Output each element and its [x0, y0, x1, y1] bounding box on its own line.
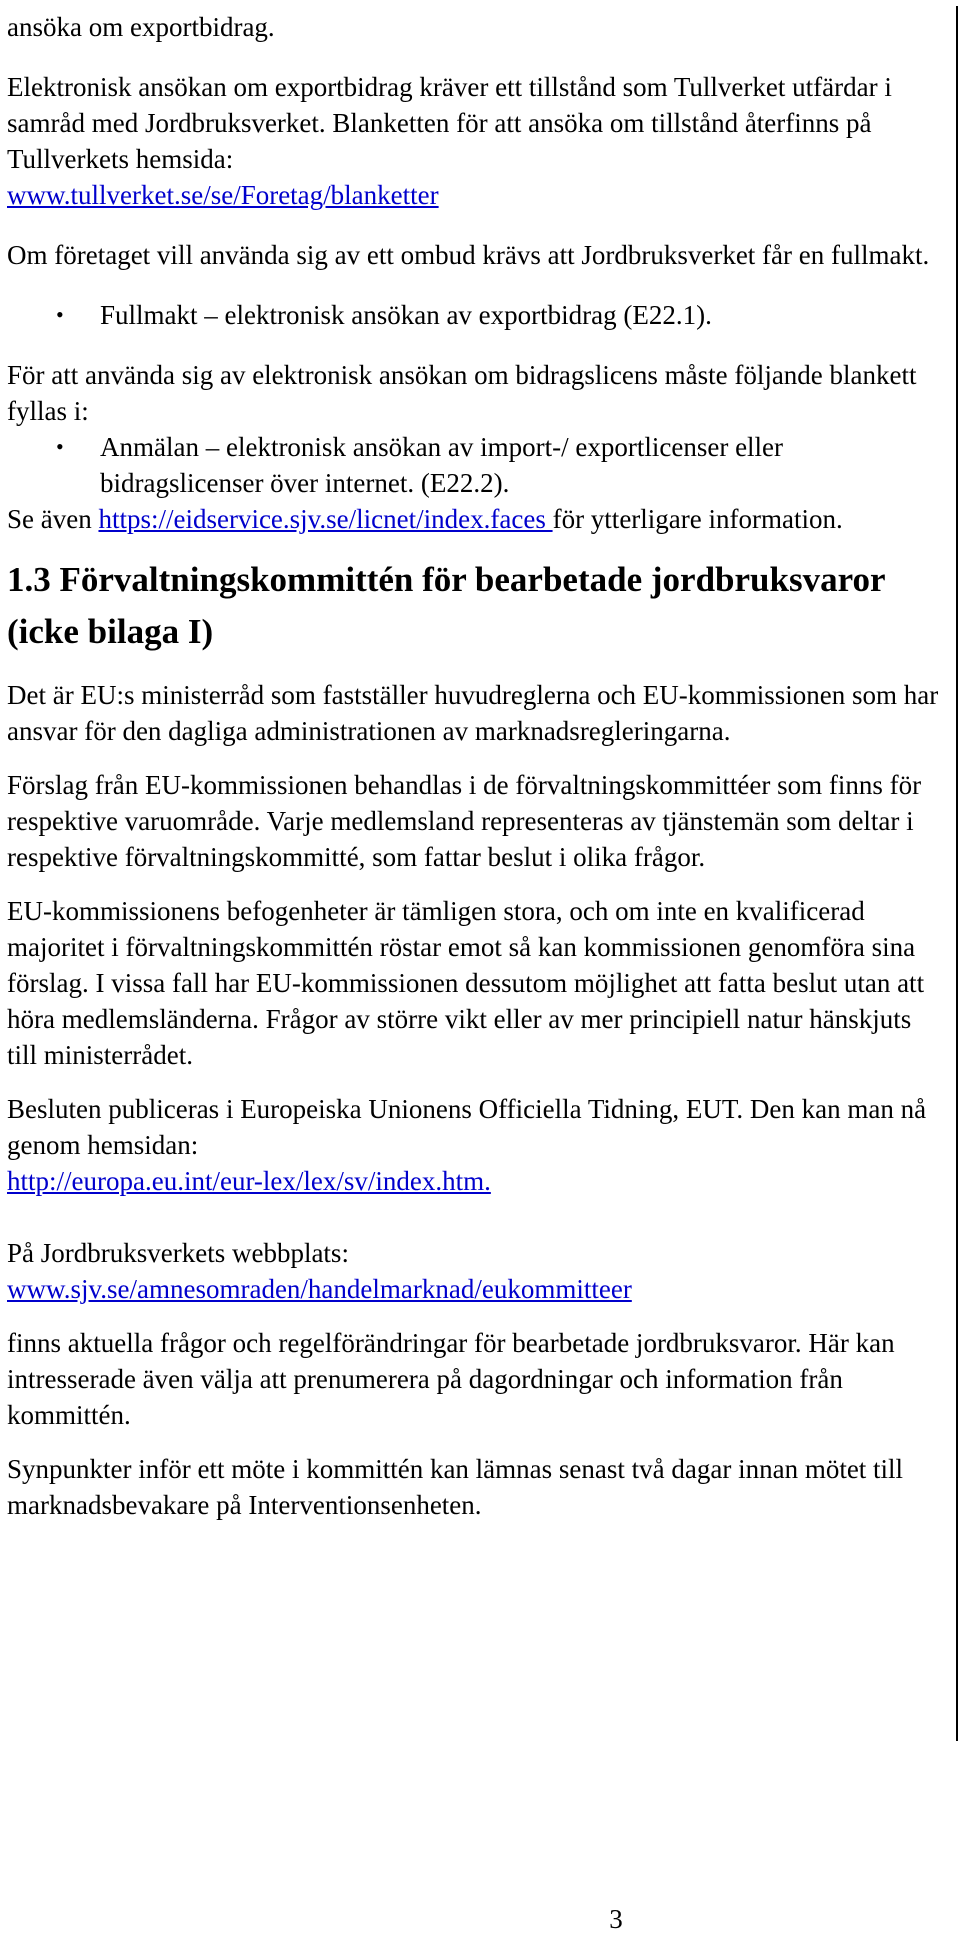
paragraph-commission-powers: EU-kommissionens befogenheter är tämligen stora, och om inte en kvalificerad majoritet i förvaltningskommittén röstar emot så kan kommissionen genomföra sina förslag. I vissa fall har EU-kommissionen dessutom möjlighet att fatta beslut utan att höra medlemsländerna. Frågor av större vikt eller av mer principiell natur hänskjuts till ministerrådet.: [7, 896, 925, 1070]
bullet-list-proxy: [7, 297, 947, 333]
sjv-committees-link[interactable]: www.sjv.se/amnesomraden/handelmarknad/eukommitteer: [7, 1274, 632, 1304]
margin-rule: [956, 6, 958, 1741]
list-item: [7, 429, 947, 501]
paragraph-committees: Förslag från EU-kommissionen behandlas i de förvaltningskommittéer som finns för respektive varuområde. Varje medlemsland representeras av tjänstemän som deltar i respektive förvaltningskommitté, som fattar beslut i olika frågor.: [7, 770, 922, 872]
see-also-prefix: Se även: [7, 504, 99, 534]
list-item-text: Fullmakt – elektronisk ansökan av exportbidrag (E22.1).: [100, 300, 712, 330]
top-line: ansöka om exportbidrag.: [7, 12, 275, 42]
bullet-list-license: [7, 429, 947, 501]
tullverket-link[interactable]: www.tullverket.se/se/Foretag/blanketter: [7, 180, 439, 210]
paragraph-text: Elektronisk ansökan om exportbidrag kräver ett tillstånd som Tullverket utfärdar i samråd med Jordbruksverket. Blanketten för att ansöka om tillstånd återfinns på Tullverkets hemsida:: [7, 72, 892, 174]
bullet-icon: •: [56, 434, 64, 459]
paragraph-text: Besluten publiceras i Europeiska Unionens Officiella Tidning, EUT. Den kan man nå genom hemsidan:: [7, 1094, 927, 1160]
see-also-suffix: för ytterligare information.: [552, 504, 843, 534]
paragraph-export-permit: [7, 69, 947, 213]
paragraph-comments: Synpunkter inför ett möte i kommittén kan lämnas senast två dagar innan mötet till marknadsbevakare på Interventionsenheten.: [7, 1454, 904, 1520]
paragraph-current-issues: finns aktuella frågor och regelförändringar för bearbetade jordbruksvaror. Här kan intresserade även välja att prenumerera på dagordningar och information från kommittén.: [7, 1328, 895, 1430]
paragraph-proxy: Om företaget vill använda sig av ett ombud krävs att Jordbruksverket får en fullmakt.: [7, 240, 930, 270]
page-content: [7, 0, 947, 1523]
eur-lex-link[interactable]: http://europa.eu.int/eur-lex/lex/sv/index.htm.: [7, 1166, 491, 1196]
paragraph-text: På Jordbruksverkets webbplats:: [7, 1238, 349, 1268]
section-heading: 1.3 Förvaltningskommittén för bearbetade jordbruksvaror (icke bilaga I): [7, 560, 885, 651]
bullet-icon: •: [56, 302, 64, 327]
paragraph-publication: [7, 1091, 947, 1199]
paragraph-see-also: [7, 501, 947, 537]
eidservice-link[interactable]: https://eidservice.sjv.se/licnet/index.faces: [98, 504, 553, 534]
paragraph-council: Det är EU:s ministerråd som fastställer huvudreglerna och EU-kommissionen som har ansvar för den dagliga administrationen av marknadsregleringarna.: [7, 680, 939, 746]
list-item-text: Anmälan – elektronisk ansökan av import-/ exportlicenser eller bidragslicenser över internet. (E22.2).: [100, 432, 784, 498]
paragraph-website: [7, 1235, 947, 1307]
paragraph-license-form: För att använda sig av elektronisk ansökan om bidragslicens måste följande blankett fyllas i:: [7, 360, 917, 426]
list-item: [7, 297, 947, 333]
page-number: 3: [609, 1904, 623, 1934]
